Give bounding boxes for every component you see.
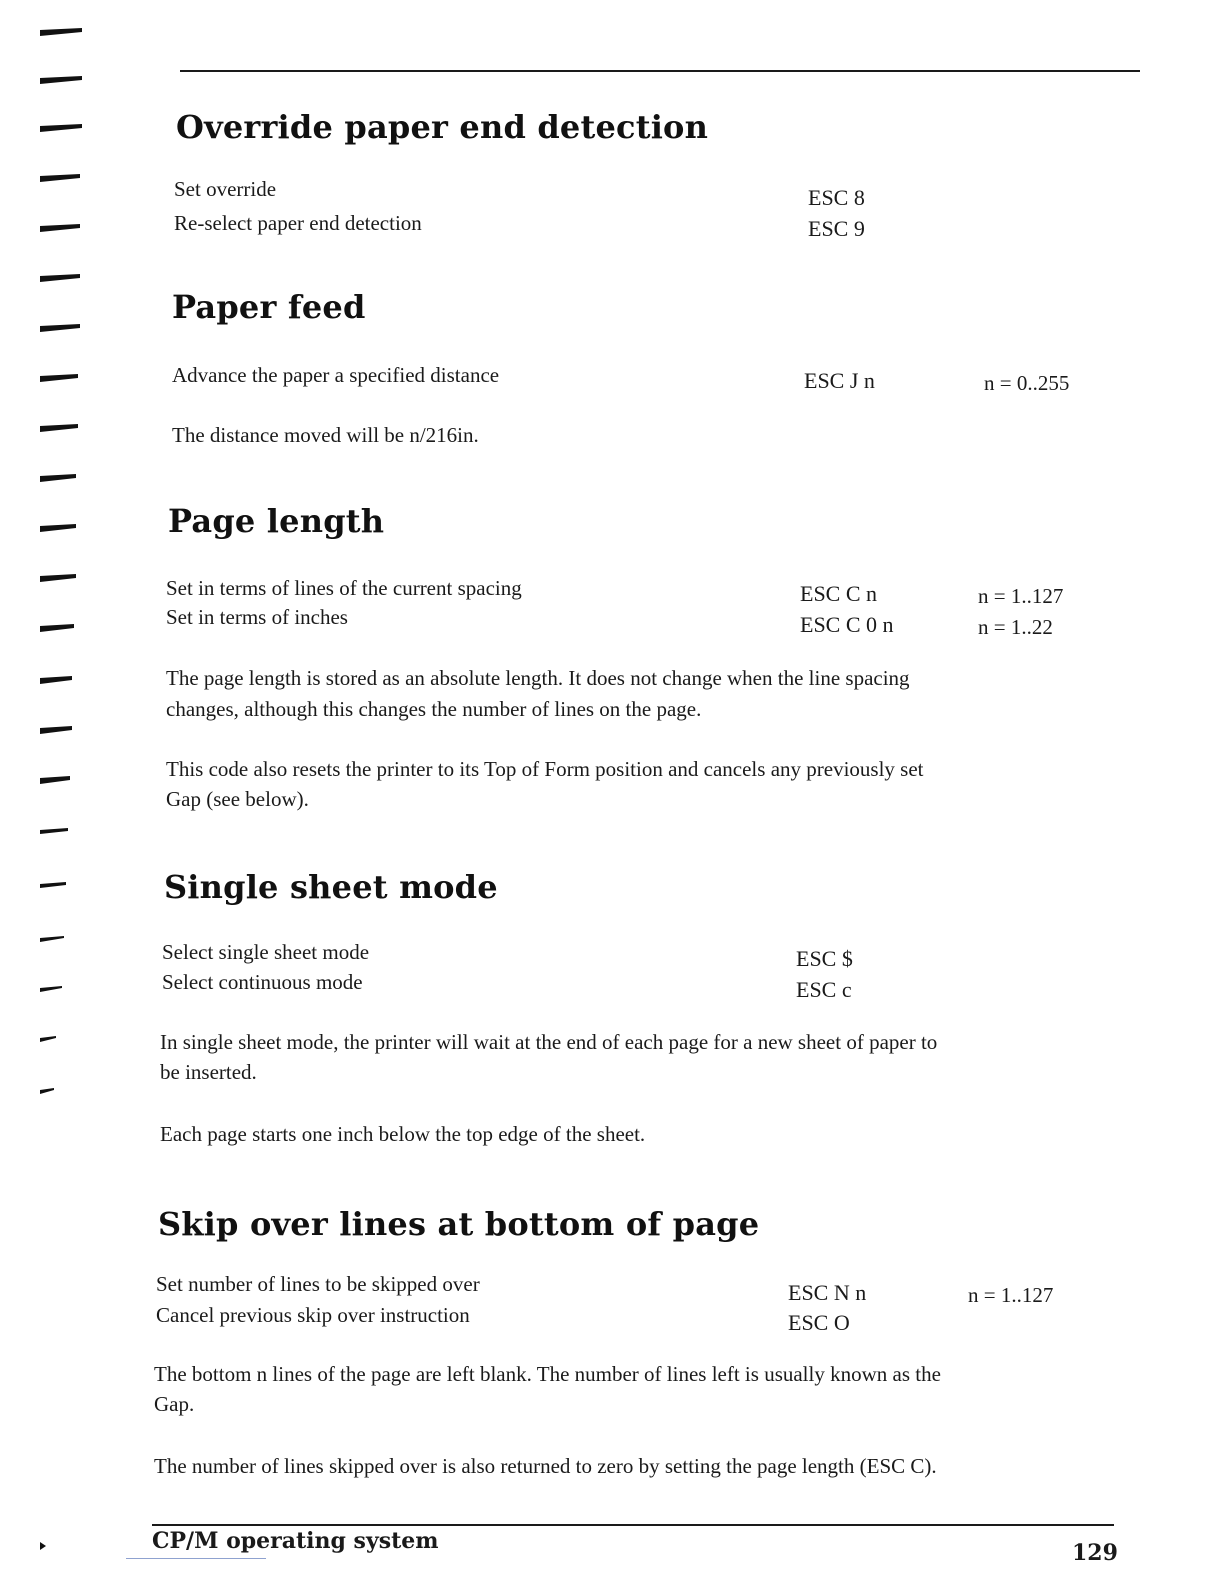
footer-title: CP/M operating system bbox=[152, 1528, 439, 1554]
paragraph-line: changes, although this changes the number of lines on the page. bbox=[166, 697, 702, 721]
paragraph-line: Each page starts one inch below the top edge of the sheet. bbox=[160, 1122, 646, 1146]
page-number: 129 bbox=[1072, 1540, 1118, 1566]
section-heading: Skip over lines at bottom of page bbox=[158, 1205, 760, 1243]
row-code: ESC J n bbox=[804, 368, 875, 393]
row-label: Re-select paper end detection bbox=[174, 211, 422, 235]
row-label: Set in terms of lines of the current spacing bbox=[166, 576, 522, 600]
paragraph-line: be inserted. bbox=[160, 1060, 257, 1084]
row-label: Advance the paper a specified distance bbox=[172, 363, 500, 387]
paragraph-line: The bottom n lines of the page are left blank. The number of lines left is usually known as the bbox=[154, 1362, 941, 1386]
row-label: Select single sheet mode bbox=[162, 940, 370, 964]
row-code: ESC C n bbox=[800, 581, 878, 606]
row-label: Select continuous mode bbox=[162, 970, 363, 994]
paragraph-line: In single sheet mode, the printer will wait at the end of each page for a new sheet of paper to bbox=[160, 1030, 938, 1054]
row-code: ESC N n bbox=[788, 1280, 867, 1305]
row-range: n = 1..22 bbox=[978, 615, 1053, 639]
binding-marks bbox=[0, 0, 100, 1584]
row-code: ESC $ bbox=[796, 946, 853, 971]
section-heading: Single sheet mode bbox=[164, 868, 498, 906]
paragraph-line: The number of lines skipped over is also returned to zero by setting the page length (ESC C). bbox=[154, 1454, 937, 1478]
row-code: ESC C 0 n bbox=[800, 612, 894, 637]
row-label: Set number of lines to be skipped over bbox=[156, 1272, 480, 1296]
row-range: n = 1..127 bbox=[968, 1283, 1054, 1307]
row-label: Set in terms of inches bbox=[166, 605, 348, 629]
row-label: Set override bbox=[174, 177, 277, 201]
footer-underline bbox=[126, 1558, 266, 1559]
top-rule bbox=[180, 70, 1140, 72]
section-heading: Paper feed bbox=[172, 288, 366, 326]
paragraph-line: Gap (see below). bbox=[166, 787, 309, 811]
row-code: ESC 9 bbox=[808, 216, 865, 241]
row-code: ESC 8 bbox=[808, 185, 865, 210]
paragraph-line: This code also resets the printer to its Top of Form position and cancels any previously set bbox=[166, 757, 924, 781]
section-heading: Override paper end detection bbox=[176, 108, 709, 146]
row-range: n = 1..127 bbox=[978, 584, 1064, 608]
paragraph-line: The page length is stored as an absolute length. It does not change when the line spacing bbox=[166, 666, 910, 690]
row-range: n = 0..255 bbox=[984, 371, 1070, 395]
paragraph-line: Gap. bbox=[154, 1392, 195, 1416]
row-label: Cancel previous skip over instruction bbox=[156, 1303, 470, 1327]
footer-rule bbox=[152, 1524, 1114, 1526]
row-code: ESC O bbox=[788, 1310, 850, 1335]
section-heading: Page length bbox=[168, 502, 385, 540]
paragraph-line: The distance moved will be n/216in. bbox=[172, 423, 479, 447]
row-code: ESC c bbox=[796, 977, 852, 1002]
